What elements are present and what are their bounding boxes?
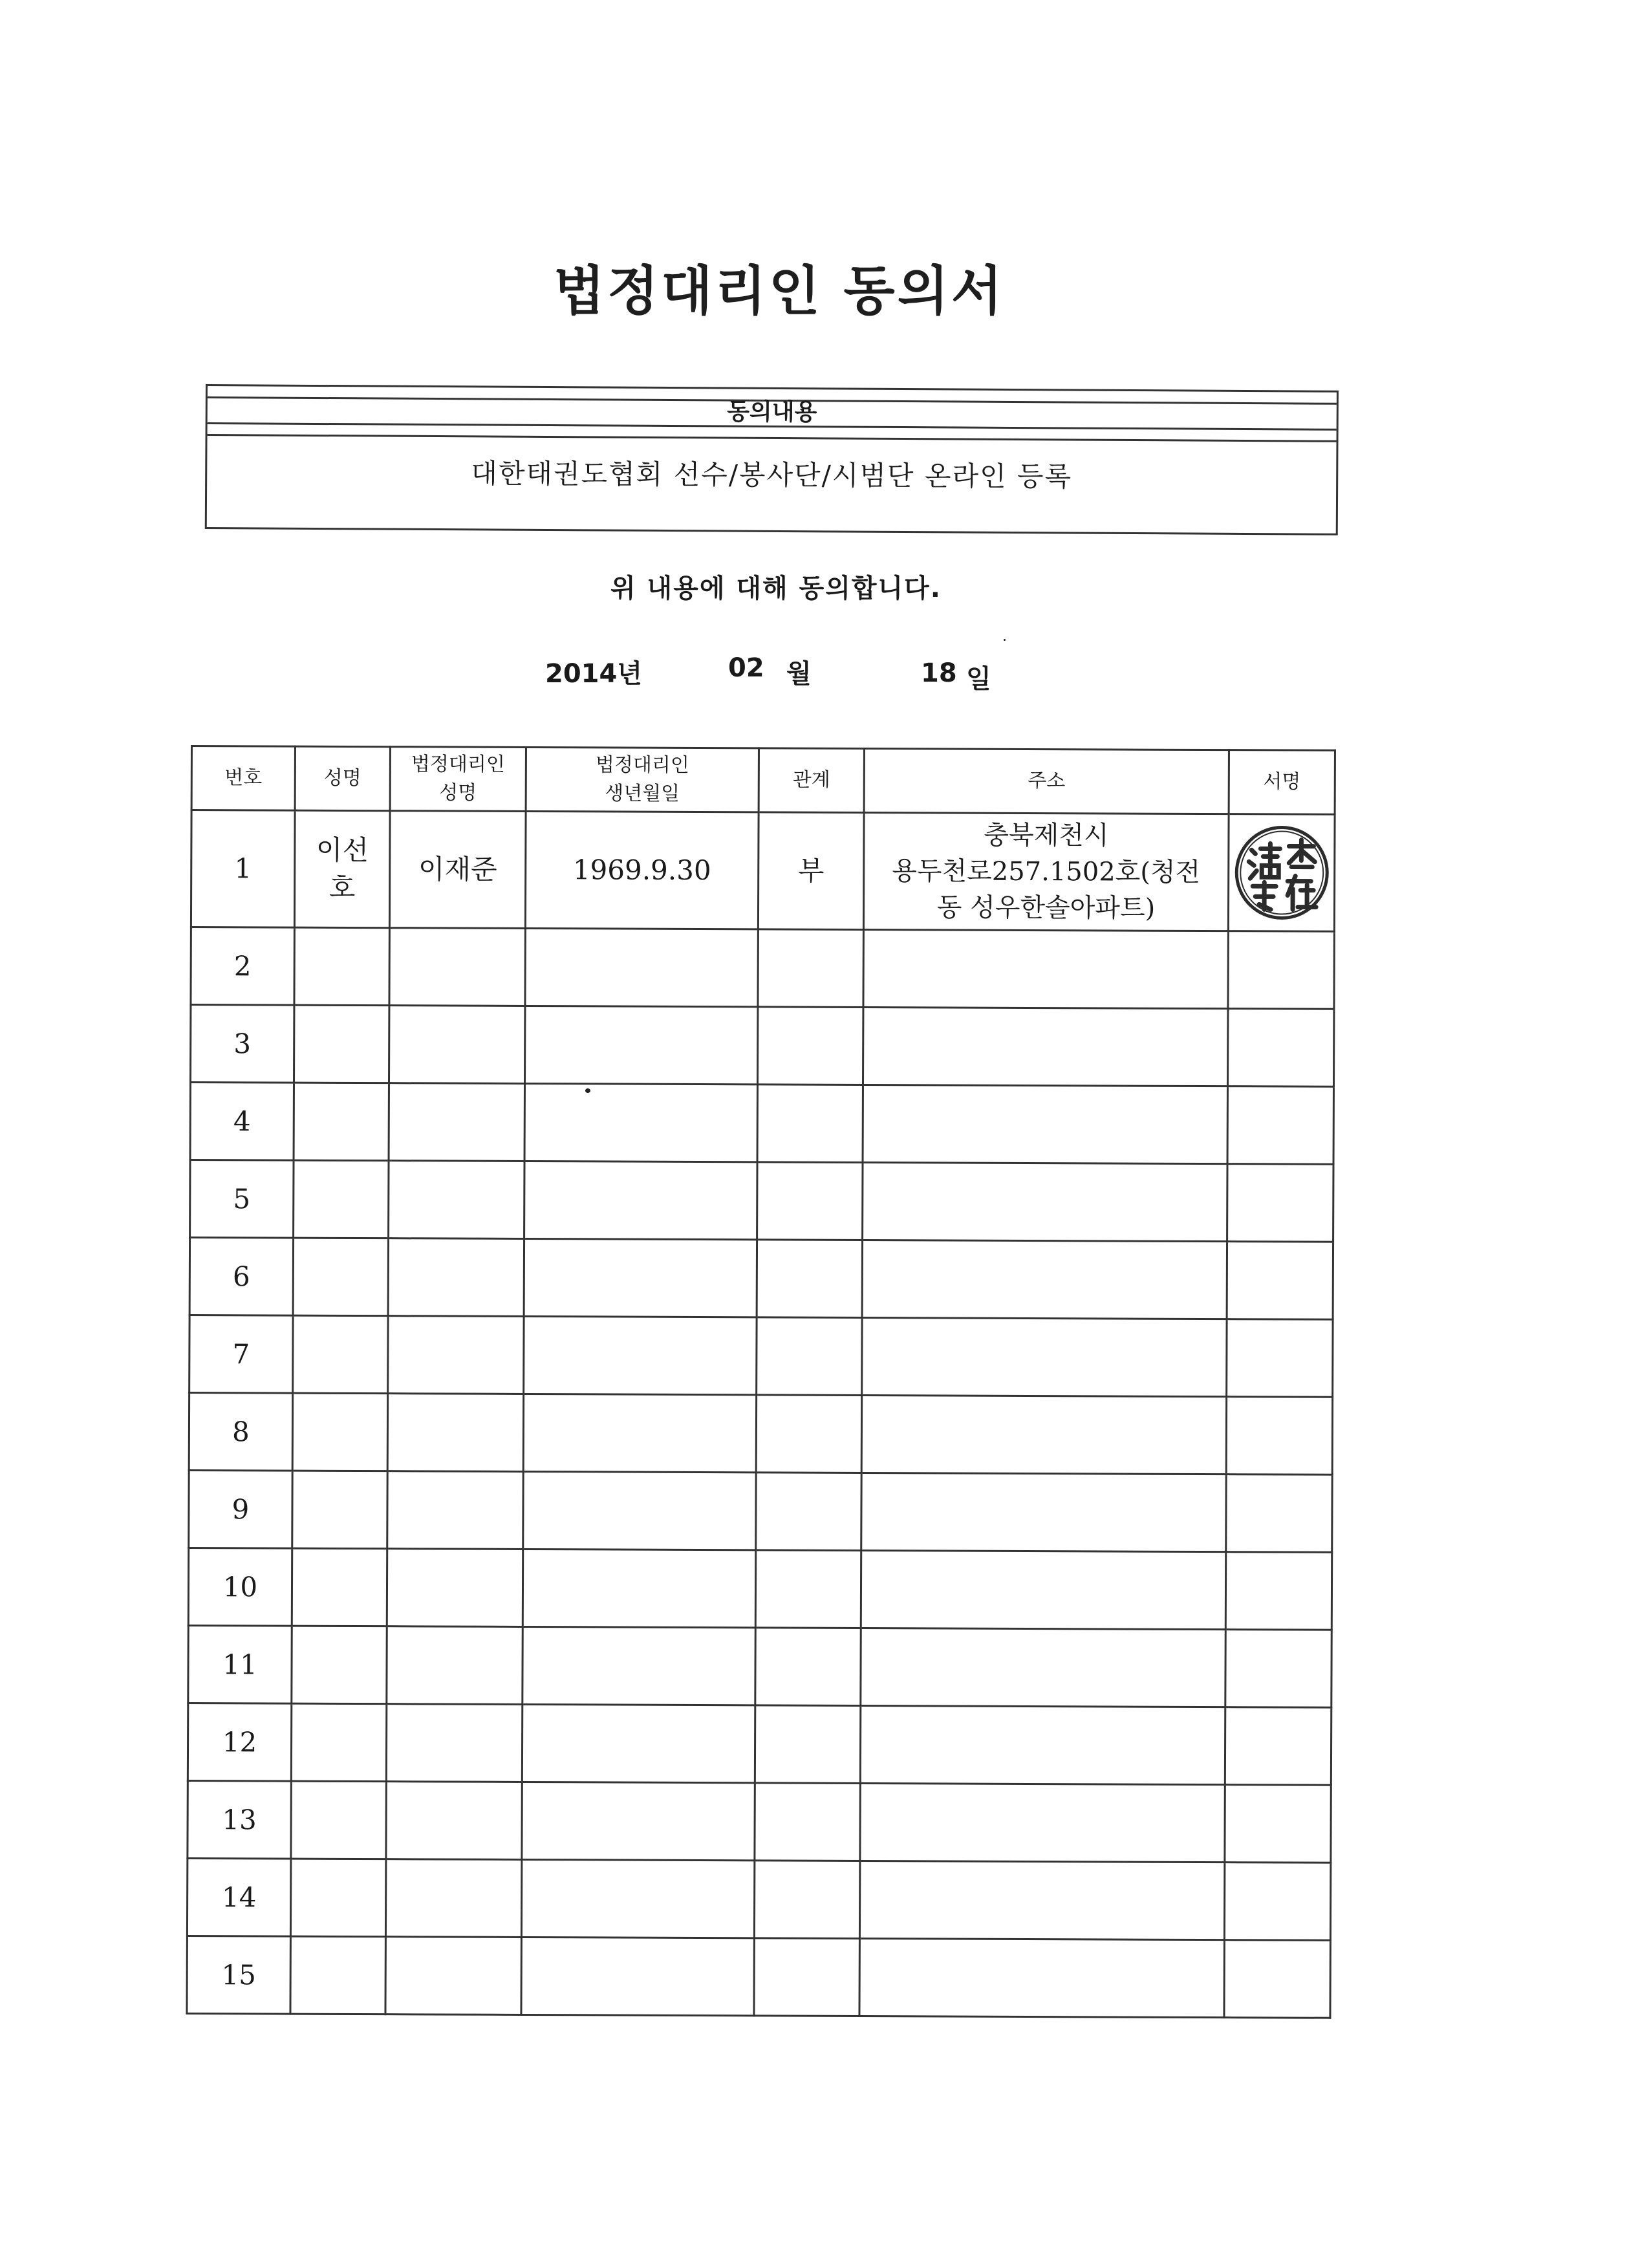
header-guardian-name-line1: 법정대리인 — [411, 753, 505, 776]
cell-relation — [755, 1783, 860, 1861]
header-guardian-name-line2: 성명 — [439, 781, 477, 805]
cell-guardian-birth — [523, 1549, 755, 1627]
cell-signature — [1227, 1009, 1333, 1087]
date-day-value: 18 — [921, 658, 957, 688]
cell-address-line2: 용두천로257.1502호(청전 — [892, 856, 1201, 887]
table-row — [189, 1238, 1333, 1320]
cell-guardian-birth — [524, 1161, 757, 1239]
table-header-row — [191, 746, 1335, 815]
cell-number: 13 — [188, 1780, 291, 1859]
consent-content: 대한태권도협회 선수/봉사단/시범단 온라인 등록 — [471, 457, 1073, 493]
cell-signature — [1228, 814, 1335, 932]
cell-guardian-birth — [524, 1006, 757, 1084]
cell-guardian-name — [385, 1937, 521, 2015]
date-line — [0, 653, 1649, 692]
cell-name — [293, 1315, 388, 1394]
cell-relation — [758, 929, 863, 1008]
cell-address — [860, 1783, 1225, 1862]
cell-relation — [757, 1317, 862, 1396]
cell-guardian-birth — [522, 1782, 755, 1860]
consent-header: 동의내용 — [727, 398, 817, 426]
cell-number: 14 — [187, 1858, 290, 1936]
date-month-unit: 월 — [786, 659, 812, 689]
cell-signature — [1227, 1086, 1333, 1165]
cell-guardian-birth — [521, 1859, 754, 1938]
scan-speck — [1004, 639, 1006, 641]
cell-signature — [1225, 1785, 1331, 1863]
cell-signature — [1224, 1863, 1330, 1941]
cell-name — [294, 1005, 389, 1083]
date-year: 2014년 — [545, 659, 642, 689]
cell-relation: 부 — [758, 812, 864, 930]
page-title: 법정대리인 동의서 — [553, 261, 1006, 322]
cell-name-line2: 호 — [329, 871, 356, 903]
cell-relation — [754, 1938, 859, 2016]
cell-guardian-name — [385, 1859, 521, 1938]
cell-number: 3 — [190, 1005, 294, 1083]
cell-guardian-birth — [524, 1238, 757, 1317]
cell-guardian-name — [386, 1782, 522, 1860]
cell-guardian-birth — [523, 1626, 755, 1705]
cell-relation — [756, 1395, 861, 1473]
cell-relation — [757, 1240, 862, 1318]
cell-name-line1: 이선 — [316, 834, 369, 867]
cell-name — [292, 1393, 387, 1471]
header-signature: 서명 — [1229, 750, 1335, 815]
header-guardian-name — [390, 747, 526, 812]
cell-guardian-birth — [521, 1937, 754, 2015]
cell-relation — [757, 1162, 863, 1240]
agreement-statement: 위 내용에 대해 동의합니다. — [610, 574, 942, 603]
cell-number: 11 — [188, 1625, 292, 1703]
table-row — [191, 810, 1335, 932]
cell-guardian-name: 이재준 — [389, 811, 526, 929]
cell-guardian-name — [387, 1471, 523, 1550]
cell-name — [293, 1238, 388, 1316]
cell-guardian-birth — [522, 1704, 755, 1782]
cell-relation — [754, 1861, 859, 1939]
cell-signature — [1225, 1552, 1331, 1630]
cell-address — [863, 1162, 1227, 1241]
cell-number: 1 — [191, 810, 295, 928]
table-row — [188, 1625, 1331, 1707]
cell-number: 5 — [190, 1160, 294, 1238]
cell-number: 9 — [189, 1470, 292, 1548]
header-number: 번호 — [191, 746, 295, 811]
header-relation: 관계 — [759, 748, 864, 813]
cell-relation — [755, 1705, 860, 1784]
header-address: 주소 — [864, 748, 1229, 814]
cell-address-line1: 충북제천시 — [984, 820, 1109, 851]
cell-address — [862, 1240, 1227, 1319]
cell-number: 8 — [189, 1392, 292, 1471]
cell-address — [863, 1085, 1227, 1163]
seal-stamp — [1233, 824, 1330, 922]
cell-address — [861, 1628, 1225, 1707]
cell-signature — [1226, 1474, 1332, 1553]
cell-guardian-name — [387, 1394, 523, 1472]
cell-guardian-name — [387, 1626, 523, 1705]
cell-number: 4 — [190, 1083, 294, 1161]
cell-number: 10 — [188, 1548, 292, 1626]
cell-guardian-name — [387, 1549, 523, 1627]
cell-relation — [757, 1085, 863, 1163]
cell-signature — [1225, 1630, 1331, 1708]
table-row — [190, 1160, 1333, 1242]
cell-name — [292, 1471, 387, 1549]
cell-address — [863, 929, 1228, 1008]
cell-name — [291, 1703, 386, 1782]
cell-guardian-name — [389, 1006, 524, 1084]
cell-signature — [1227, 1242, 1333, 1320]
cell-signature — [1228, 931, 1334, 1010]
cell-address — [863, 812, 1229, 931]
date-day-unit: 일 — [966, 664, 991, 694]
table-row — [187, 1858, 1330, 1940]
registry-table — [186, 745, 1336, 2019]
table-row — [188, 1780, 1331, 1863]
cell-address — [861, 1550, 1225, 1629]
cell-name — [294, 927, 389, 1006]
cell-name — [290, 1859, 385, 1937]
cell-guardian-birth — [525, 928, 758, 1006]
consent-box — [205, 384, 1339, 535]
table-row — [189, 1315, 1333, 1397]
cell-signature — [1225, 1707, 1331, 1786]
cell-address — [863, 1007, 1227, 1086]
date-month-value: 02 — [728, 653, 764, 683]
cell-name — [294, 810, 390, 928]
table-row — [188, 1703, 1331, 1785]
cell-guardian-name — [386, 1704, 522, 1782]
cell-number: 12 — [188, 1703, 291, 1781]
cell-guardian-birth — [523, 1471, 756, 1550]
header-guardian-birth — [526, 747, 759, 812]
cell-relation — [755, 1628, 861, 1706]
cell-name — [291, 1781, 386, 1859]
cell-guardian-name — [388, 1316, 524, 1394]
cell-address-line3: 동 성우한솔아파트) — [936, 892, 1156, 923]
cell-name — [292, 1626, 387, 1704]
cell-number: 2 — [191, 927, 294, 1006]
table-row — [191, 927, 1334, 1010]
cell-address — [859, 1861, 1224, 1939]
cell-signature — [1227, 1164, 1333, 1242]
cell-name — [294, 1083, 389, 1161]
cell-guardian-birth: 1969.9.30 — [525, 811, 759, 929]
cell-number: 6 — [189, 1238, 293, 1316]
table-row — [189, 1470, 1332, 1552]
table-row — [190, 1083, 1333, 1165]
cell-name — [294, 1160, 389, 1238]
cell-address — [862, 1317, 1227, 1396]
header-guardian-birth-line2: 생년월일 — [605, 782, 680, 805]
header-guardian-birth-line1: 법정대리인 — [595, 753, 689, 777]
registry-table-wrapper — [186, 745, 1334, 2030]
cell-address — [860, 1705, 1225, 1784]
cell-number: 15 — [187, 1936, 290, 2014]
cell-relation — [755, 1550, 861, 1628]
table-row — [190, 1005, 1333, 1087]
cell-guardian-birth — [523, 1394, 756, 1472]
scan-speck — [585, 1088, 590, 1093]
table-row — [188, 1548, 1331, 1630]
cell-address — [859, 1938, 1224, 2017]
cell-guardian-birth — [524, 1083, 757, 1161]
table-row — [187, 1936, 1330, 2018]
cell-name — [290, 1936, 385, 2014]
cell-number: 7 — [189, 1315, 293, 1393]
divider — [208, 434, 1337, 442]
cell-address — [861, 1395, 1226, 1474]
cell-guardian-name — [389, 1083, 524, 1161]
cell-guardian-birth — [524, 1316, 757, 1394]
cell-relation — [756, 1473, 861, 1551]
cell-signature — [1226, 1397, 1332, 1475]
cell-signature — [1227, 1319, 1333, 1398]
cell-name — [292, 1548, 387, 1626]
cell-relation — [757, 1007, 863, 1085]
cell-guardian-name — [389, 1161, 524, 1239]
cell-address — [861, 1473, 1226, 1551]
cell-guardian-name — [389, 928, 525, 1006]
table-row — [189, 1392, 1332, 1474]
cell-signature — [1224, 1940, 1330, 2018]
cell-guardian-name — [388, 1238, 524, 1317]
header-name: 성명 — [295, 746, 390, 811]
